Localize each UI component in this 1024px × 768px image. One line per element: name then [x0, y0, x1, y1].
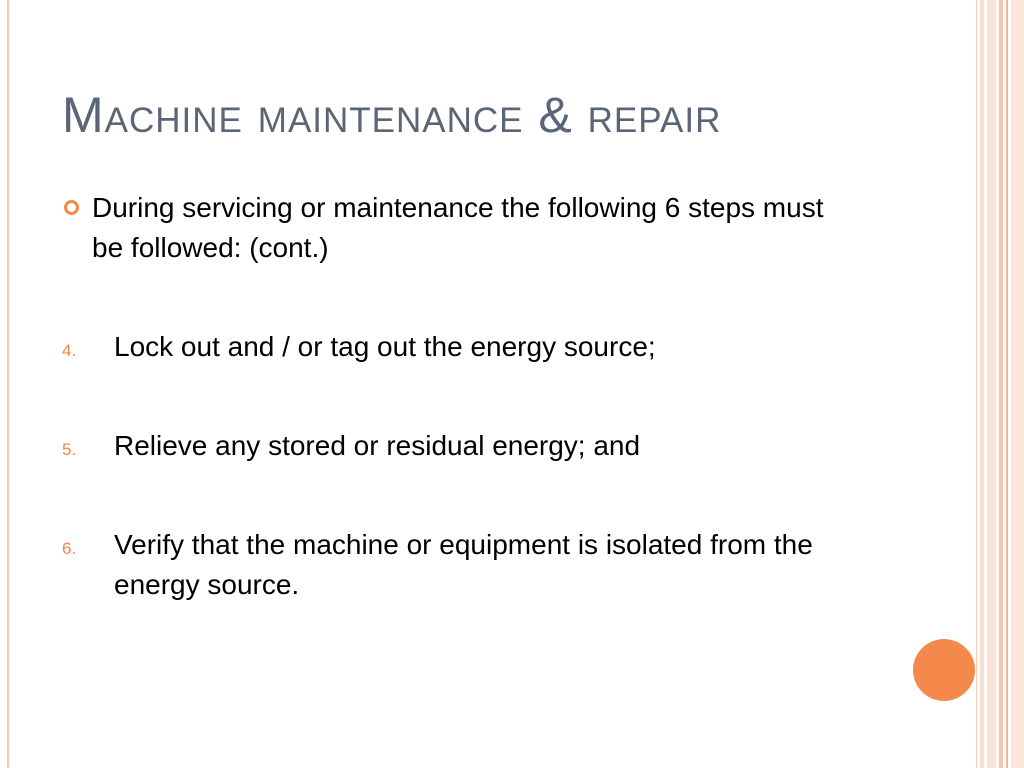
step-text: Lock out and / or tag out the energy source;: [114, 331, 656, 362]
right-stripe: [1011, 0, 1024, 768]
step-item: [62, 327, 842, 367]
bullet-text: During servicing or maintenance the following 6 steps must be followed: (cont.): [92, 192, 824, 263]
bullet-ring-icon: [64, 200, 79, 215]
left-border-line: [7, 0, 9, 768]
right-stripe: [999, 0, 1003, 768]
decorative-circle-icon: [913, 639, 975, 701]
step-item: [62, 525, 842, 605]
right-stripe: [980, 0, 984, 768]
step-number: 5.: [62, 440, 77, 459]
right-stripe: [976, 0, 977, 768]
step-number: 6.: [62, 539, 77, 558]
step-number: 4.: [62, 341, 77, 360]
step-text: Verify that the machine or equipment is isolated from the energy source.: [114, 529, 813, 600]
slide-title: Machine maintenance & repair: [62, 87, 722, 143]
step-item: [62, 426, 842, 466]
step-text: Relieve any stored or residual energy; and: [114, 430, 641, 461]
bullet-item: [62, 188, 842, 268]
right-stripe: [1006, 0, 1008, 768]
slide-content: [62, 188, 842, 268]
right-stripe: [987, 0, 996, 768]
